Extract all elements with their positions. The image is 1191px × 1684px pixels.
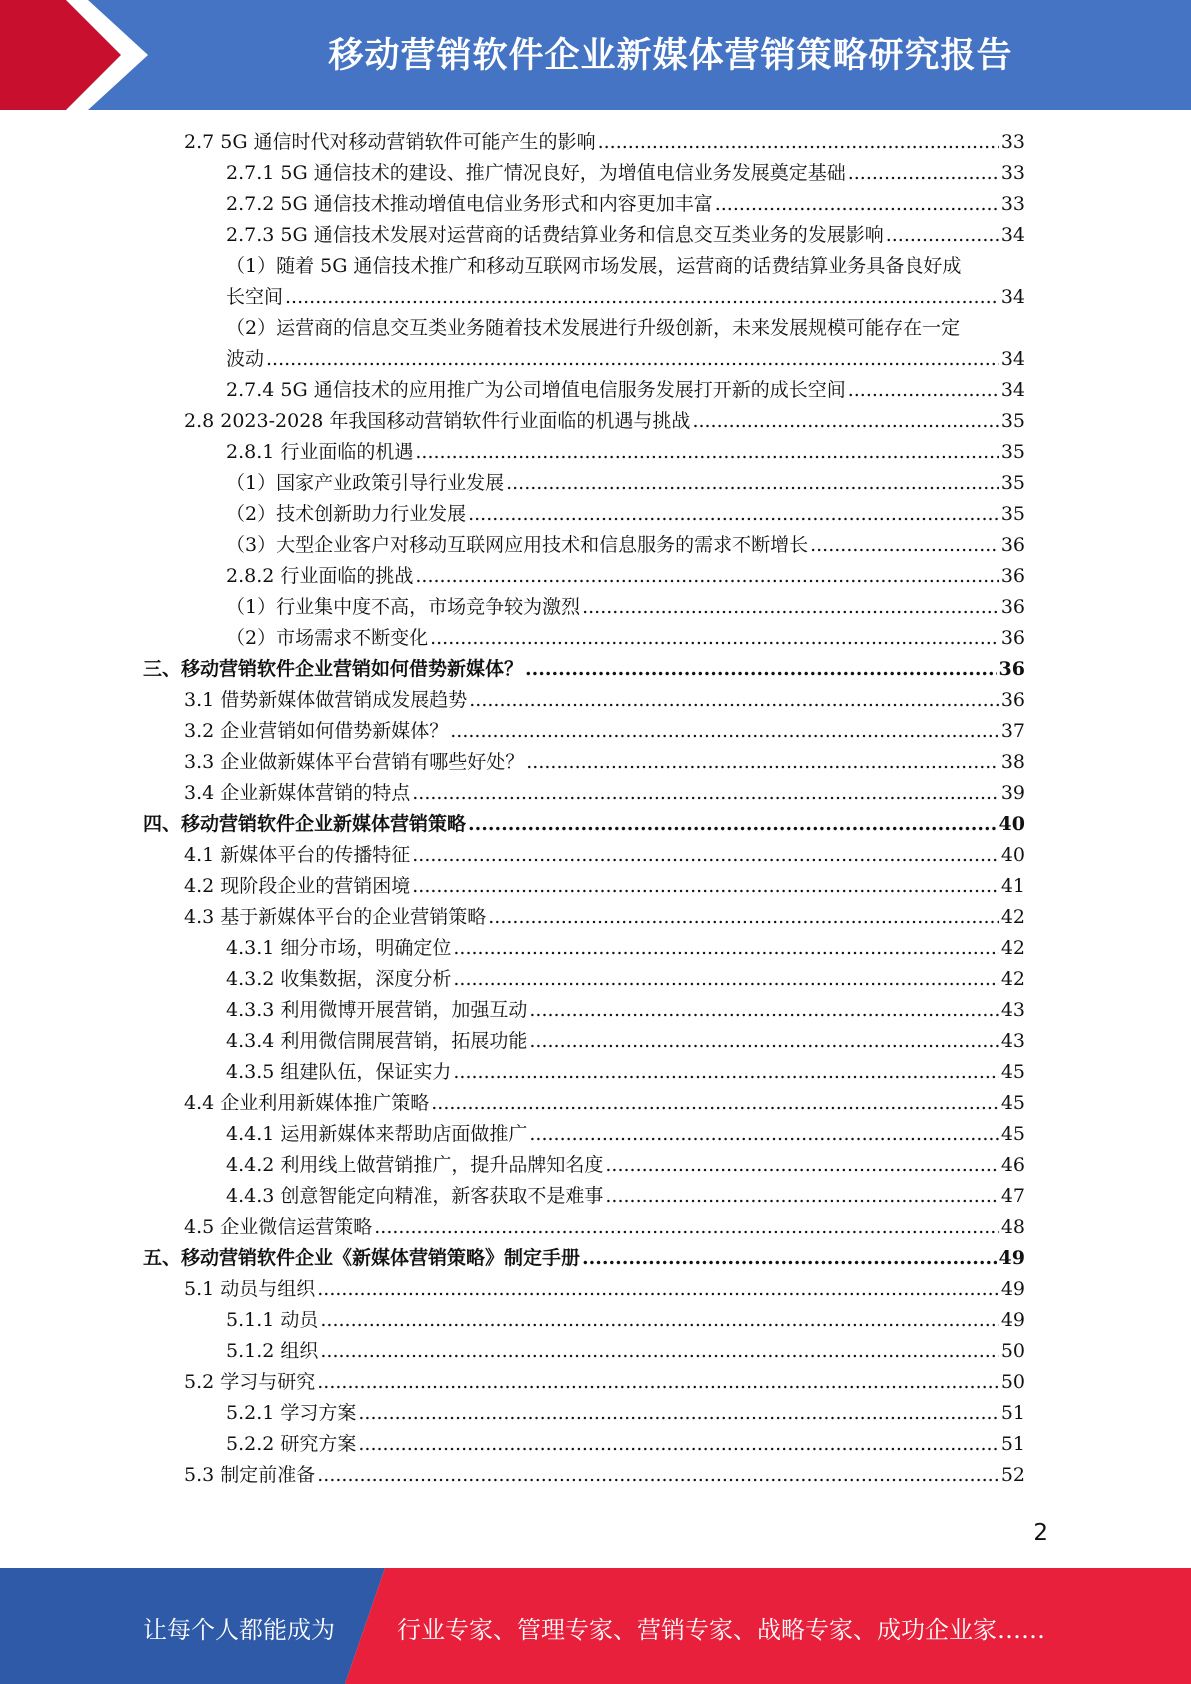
footer-banner <box>0 1568 1191 1684</box>
toc-entry[interactable]: 2.7 5G 通信时代对移动营销软件可能产生的影响 ..... 33 <box>184 128 1025 156</box>
toc-entry[interactable]: 2.7.1 5G 通信技术的建设、推广情况良好，为增值电信业务发展奠定基础 ..... 33 <box>226 159 1025 187</box>
toc-entry[interactable]: 4.3.4 利用微信開展营销，拓展功能 ..... 43 <box>226 1027 1025 1055</box>
toc-entry[interactable]: 3.2 企业营销如何借势新媒体？ ..... 37 <box>184 717 1025 745</box>
toc-entry[interactable]: 5.2 学习与研究 ..... 50 <box>184 1368 1025 1396</box>
toc-entry[interactable]: 3.4 企业新媒体营销的特点 ..... 39 <box>184 779 1025 807</box>
toc-entry[interactable]: 4.3.2 收集数据，深度分析 ..... 42 <box>226 965 1025 993</box>
toc-entry[interactable]: 2.8.2 行业面临的挑战 ..... 36 <box>226 562 1025 590</box>
toc-entry[interactable]: 4.3.1 细分市场，明确定位 ..... 42 <box>226 934 1025 962</box>
toc-entry[interactable]: 波动 ..... 34 <box>226 345 1025 373</box>
toc-entry[interactable]: 2.8.1 行业面临的机遇 ..... 35 <box>226 438 1025 466</box>
toc-entry[interactable]: （1）国家产业政策引导行业发展 ..... 35 <box>226 469 1025 497</box>
toc-entry[interactable]: 4.4.3 创意智能定向精准，新客获取不是难事 ..... 47 <box>226 1182 1025 1210</box>
toc-entry[interactable]: （2）市场需求不断变化 ..... 36 <box>226 624 1025 652</box>
toc-entry[interactable]: 5.1 动员与组织 ..... 49 <box>184 1275 1025 1303</box>
toc-entry[interactable]: 长空间 ..... 34 <box>226 283 1025 311</box>
toc-entry[interactable]: （2）技术创新助力行业发展 ..... 35 <box>226 500 1025 528</box>
toc-entry[interactable]: （3）大型企业客户对移动互联网应用技术和信息服务的需求不断增长 ..... 36 <box>226 531 1025 559</box>
toc-chapter[interactable]: 三、移动营销软件企业营销如何借势新媒体？ ..... 36 <box>143 655 1025 683</box>
toc-entry-wrapped-line[interactable]: （2）运营商的信息交互类业务随着技术发展进行升级创新，未来发展规模可能存在一定 <box>226 317 961 339</box>
toc-entry[interactable]: 2.7.2 5G 通信技术推动增值电信业务形式和内容更加丰富 ..... 33 <box>226 190 1025 218</box>
toc-entry[interactable]: 4.1 新媒体平台的传播特征 ..... 40 <box>184 841 1025 869</box>
toc-entry[interactable]: 5.2.2 研究方案 ..... 51 <box>226 1430 1025 1458</box>
toc-entry[interactable]: 4.3.3 利用微博开展营销，加强互动 ..... 43 <box>226 996 1025 1024</box>
toc-chapter[interactable]: 五、移动营销软件企业《新媒体营销策略》制定手册 ..... 49 <box>143 1244 1025 1272</box>
footer-slogan-right: 行业专家、管理专家、营销专家、战略专家、成功企业家…… <box>397 1616 1045 1644</box>
toc-entry[interactable]: 3.1 借势新媒体做营销成发展趋势 ..... 36 <box>184 686 1025 714</box>
toc-entry[interactable]: 4.3.5 组建队伍，保证实力 ..... 45 <box>226 1058 1025 1086</box>
toc-entry[interactable]: 4.5 企业微信运营策略 ..... 48 <box>184 1213 1025 1241</box>
footer-slogan-left: 让每个人都能成为 <box>143 1616 335 1644</box>
toc-entry[interactable]: 4.4 企业利用新媒体推广策略 ..... 45 <box>184 1089 1025 1117</box>
toc-entry[interactable]: 2.8 2023-2028 年我国移动营销软件行业面临的机遇与挑战 ..... 35 <box>184 407 1025 435</box>
toc-entry[interactable]: 3.3 企业做新媒体平台营销有哪些好处？ ..... 38 <box>184 748 1025 776</box>
page-number: 2 <box>1033 1520 1048 1546</box>
toc-chapter[interactable]: 四、移动营销软件企业新媒体营销策略 ..... 40 <box>143 810 1025 838</box>
toc-entry[interactable]: 5.2.1 学习方案 ..... 51 <box>226 1399 1025 1427</box>
toc-entry[interactable]: （1）行业集中度不高，市场竞争较为激烈 ..... 36 <box>226 593 1025 621</box>
toc-entry[interactable]: 4.4.2 利用线上做营销推广，提升品牌知名度 ..... 46 <box>226 1151 1025 1179</box>
toc-entry[interactable]: 2.7.4 5G 通信技术的应用推广为公司增值电信服务发展打开新的成长空间 ..... 34 <box>226 376 1025 404</box>
header-banner <box>0 0 1191 110</box>
toc-entry[interactable]: 5.1.1 动员 ..... 49 <box>226 1306 1025 1334</box>
toc-entry[interactable]: 4.2 现阶段企业的营销困境 ..... 41 <box>184 872 1025 900</box>
toc-entry[interactable]: 5.3 制定前准备 ..... 52 <box>184 1461 1025 1489</box>
toc-entry[interactable]: 4.4.1 运用新媒体来帮助店面做推广 ..... 45 <box>226 1120 1025 1148</box>
toc-entry[interactable]: 4.3 基于新媒体平台的企业营销策略 ..... 42 <box>184 903 1025 931</box>
toc-entry-wrapped-line[interactable]: （1）随着 5G 通信技术推广和移动互联网市场发展，运营商的话费结算业务具备良好成 <box>226 255 962 277</box>
toc-entry[interactable]: 5.1.2 组织 ..... 50 <box>226 1337 1025 1365</box>
report-title: 移动营销软件企业新媒体营销策略研究报告 <box>328 36 1013 76</box>
toc-entry[interactable]: 2.7.3 5G 通信技术发展对运营商的话费结算业务和信息交互类业务的发展影响 ..... 34 <box>226 221 1025 249</box>
